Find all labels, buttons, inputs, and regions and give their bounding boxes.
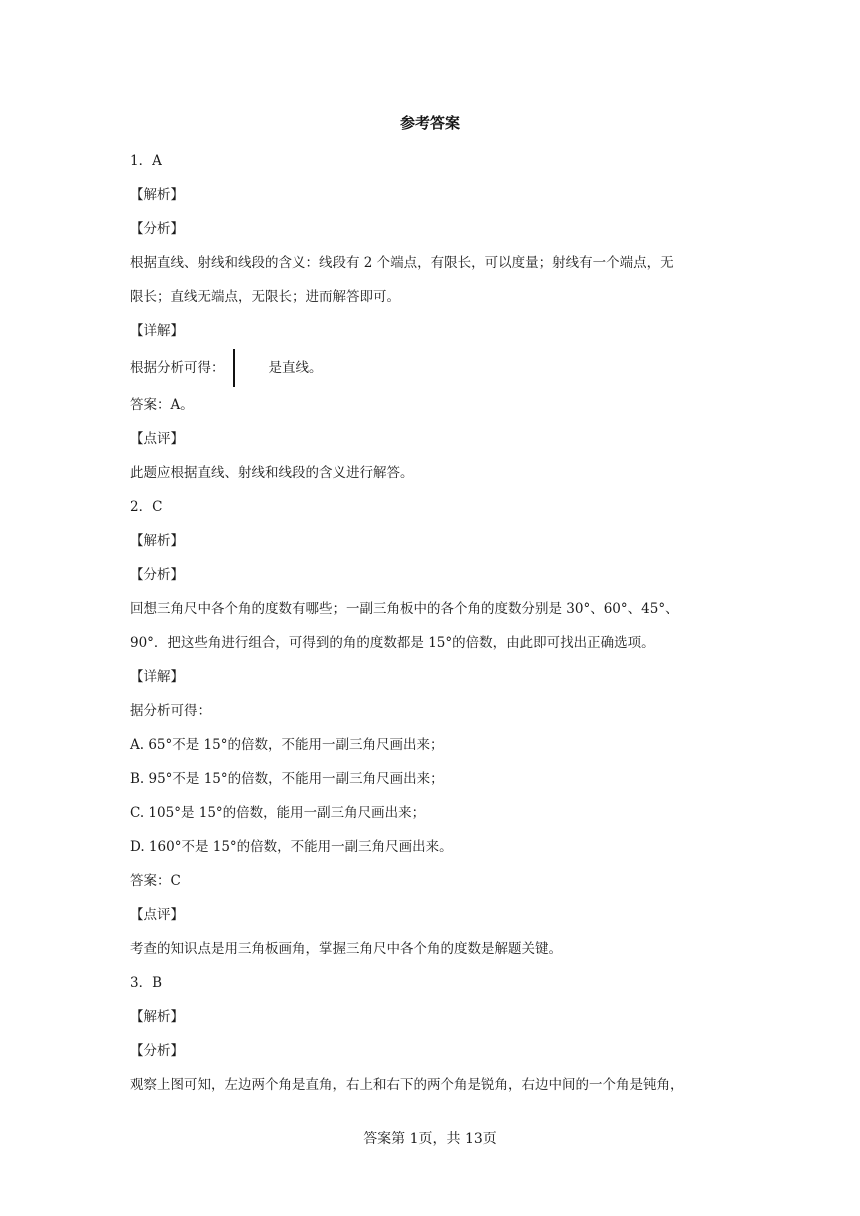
q1-dianping-heading: 【点评】 <box>130 431 184 447</box>
q2-dianping-heading: 【点评】 <box>130 907 184 923</box>
q2-detail-intro: 据分析可得： <box>130 703 211 719</box>
q3-fenxi-heading: 【分析】 <box>130 1043 184 1059</box>
q1-comment: 此题应根据直线、射线和线段的含义进行解答。 <box>130 465 414 481</box>
q1-jiexi-heading: 【解析】 <box>130 187 184 203</box>
q1-analysis-line-1: 根据直线、射线和线段的含义：线段有 2 个端点，有限长，可以度量；射线有一个端点，无 <box>130 255 674 271</box>
q3-answer: 3．B <box>130 975 163 991</box>
q2-final-answer: 答案：C <box>130 873 181 889</box>
q1-analysis-line-2: 限长；直线无端点，无限长；进而解答即可。 <box>130 289 400 305</box>
q3-jiexi-heading: 【解析】 <box>130 1009 184 1025</box>
q2-comment: 考查的知识点是用三角板画角，掌握三角尺中各个角的度数是解题关键。 <box>130 941 562 957</box>
q2-answer: 2．C <box>130 499 163 515</box>
q2-option-d: D. 160°不是 15°的倍数，不能用一副三角尺画出来。 <box>130 839 453 855</box>
q1-detail-suffix: 是直线。 <box>268 360 323 376</box>
q2-option-c: C. 105°是 15°的倍数，能用一副三角尺画出来； <box>130 805 426 821</box>
q1-xiangjie-heading: 【详解】 <box>130 323 184 339</box>
q1-fenxi-heading: 【分析】 <box>130 221 184 237</box>
q2-option-a: A. 65°不是 15°的倍数，不能用一副三角尺画出来； <box>130 737 444 753</box>
q2-xiangjie-heading: 【详解】 <box>130 669 184 685</box>
answer-content <box>130 144 740 1102</box>
q2-fenxi-heading: 【分析】 <box>130 567 184 583</box>
q1-answer: 1．A <box>130 153 162 169</box>
q2-analysis-line-1: 回想三角尺中各个角的度数有哪些；一副三角板中的各个角的度数分别是 30°、60°、45°、 <box>130 601 679 617</box>
q2-option-b: B. 95°不是 15°的倍数，不能用一副三角尺画出来； <box>130 771 444 787</box>
q1-detail-prefix: 根据分析可得： <box>130 360 225 376</box>
q3-analysis-line-1: 观察上图可知，左边两个角是直角，右上和右下的两个角是锐角，右边中间的一个角是钝角， <box>130 1077 684 1093</box>
page-title: 参考答案 <box>399 114 460 132</box>
q2-jiexi-heading: 【解析】 <box>130 533 184 549</box>
straight-line-figure <box>233 349 235 387</box>
q2-analysis-line-2: 90°．把这些角进行组合，可得到的角的度数都是 15°的倍数，由此即可找出正确选项。 <box>130 635 655 651</box>
q1-detail <box>130 348 740 388</box>
q1-final-answer: 答案：A。 <box>130 397 194 413</box>
page-footer: 答案第 1页，共 13页 <box>363 1131 497 1147</box>
